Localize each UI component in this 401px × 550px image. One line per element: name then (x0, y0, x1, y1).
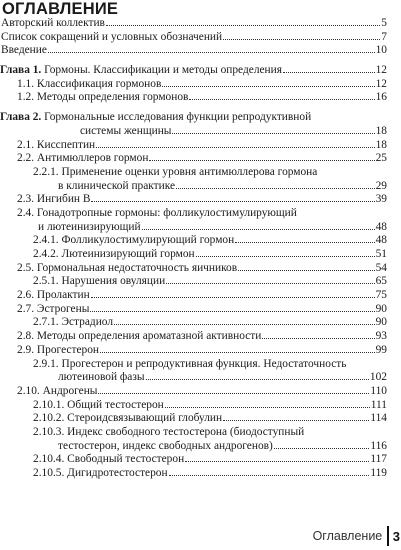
toc-page-number: 90 (375, 302, 387, 315)
toc-entry (0, 17, 387, 31)
toc-entry (0, 207, 387, 221)
toc-entry-title (58, 371, 145, 385)
toc-entry-text: и лютеинизирующий (38, 220, 141, 233)
toc-entry-text: 2.4.2. Лютеинизирующий гормон (33, 248, 195, 260)
toc-entry-text: 2.10.1. Общий тестостерон (33, 398, 164, 411)
toc-entry (0, 44, 387, 58)
dot-leader (283, 72, 375, 73)
dot-leader (172, 133, 374, 134)
toc-entry (0, 467, 387, 481)
toc-entry (0, 440, 387, 454)
toc-entry-title (17, 289, 90, 303)
dot-leader (176, 188, 375, 189)
toc-entry (0, 221, 387, 235)
toc-entry-title (33, 275, 165, 289)
table-of-contents (0, 17, 387, 481)
toc-entry (0, 412, 387, 426)
toc-entry (0, 344, 387, 358)
toc-entry-text: 2.7.1. Эстрадиол (33, 316, 114, 329)
toc-entry (0, 64, 387, 78)
toc-page-number: 29 (375, 179, 387, 192)
dot-leader (142, 229, 375, 230)
dot-leader (146, 379, 369, 380)
toc-page-number: 48 (375, 220, 387, 233)
dot-leader (91, 297, 375, 298)
toc-entry-text: 2.7. Эстрогены (17, 302, 90, 315)
dot-leader (223, 39, 380, 40)
dot-leader (196, 256, 375, 257)
toc-entry-title (17, 385, 97, 399)
toc-entry (0, 399, 387, 413)
toc-entry-title (17, 91, 188, 105)
toc-page-number: 16 (375, 91, 387, 104)
dot-leader (166, 283, 374, 284)
toc-entry (0, 358, 387, 372)
toc-entry-title (33, 467, 168, 481)
toc-entry (0, 330, 387, 344)
dot-leader (235, 242, 374, 243)
toc-entry-title (17, 152, 148, 166)
toc-entry-text: Список сокращений и условных обозначений (1, 30, 223, 43)
toc-page-number: 110 (370, 384, 387, 397)
toc-entry-title (1, 31, 222, 45)
chapter-label: Глава 1. (0, 64, 42, 77)
toc-entry-text: 2.4. Гонадотропные гормоны: фолликулостимулирующий (17, 206, 297, 219)
toc-entry (0, 248, 387, 262)
toc-entry-title (17, 139, 95, 153)
dot-leader (96, 147, 374, 148)
toc-page-number: 18 (375, 138, 387, 151)
toc-page-number: 111 (370, 398, 387, 411)
toc-entry-title (1, 44, 47, 58)
toc-entry (0, 385, 387, 399)
dot-leader (114, 324, 375, 325)
toc-entry-title (17, 193, 90, 207)
toc-entry-text: 1.2. Методы определения гормонов (17, 91, 189, 104)
toc-entry-text: 2.9.1. Прогестерон и репродуктивная функция. Недостаточность (33, 357, 347, 370)
dot-leader (106, 25, 380, 26)
toc-entry-title (80, 125, 171, 139)
toc-entry-text: 2.2. Антимюллеров гормон (17, 152, 149, 165)
toc-entry-title (33, 412, 222, 426)
toc-entry-text: 2.10.5. Дигидротестостерон (33, 467, 168, 479)
toc-entry-text: 2.4.1. Фолликулостимулирующий гормон (33, 234, 235, 247)
toc-entry-text: 2.3. Ингибин В (17, 193, 91, 206)
toc-page-number: 65 (375, 275, 387, 288)
toc-page-number: 25 (375, 152, 387, 165)
toc-entry-title (1, 17, 105, 31)
toc-entry-title (17, 330, 261, 344)
toc-page-number: 51 (375, 248, 387, 260)
toc-entry-title (17, 344, 99, 358)
toc-entry (0, 180, 387, 194)
toc-page-number: 90 (375, 316, 387, 329)
toc-entry-text: 2.2.1. Применение оценки уровня антимюллерова гормона (33, 165, 318, 178)
toc-entry-text: 2.5.1. Нарушения овуляции (33, 275, 166, 288)
toc-entry-title (33, 453, 184, 467)
toc-page-number: 39 (375, 193, 387, 206)
toc-page-number: 12 (375, 64, 387, 77)
toc-entry (0, 152, 387, 166)
toc-entry-text: в клинической практике (58, 179, 176, 192)
toc-entry-title (0, 64, 282, 78)
toc-page-number: 54 (375, 261, 387, 274)
toc-entry-title (17, 207, 297, 221)
dot-leader (169, 475, 370, 476)
toc-entry-text: системы женщины (80, 124, 172, 137)
toc-entry-text: 2.5. Гормональная недостаточность яичников (17, 261, 238, 274)
toc-page-number: 99 (375, 343, 387, 356)
toc-page-number: 12 (375, 77, 387, 90)
dot-leader (262, 338, 374, 339)
toc-entry (0, 262, 387, 276)
chapter-label: Глава 2. (0, 111, 42, 124)
toc-page-number: 102 (369, 371, 387, 384)
dot-leader (274, 448, 370, 449)
toc-entry (0, 166, 387, 180)
page-number: 3 (392, 528, 400, 544)
toc-entry (0, 78, 387, 92)
toc-entry-text: Авторский коллектив (1, 17, 105, 29)
dot-leader (185, 461, 369, 462)
toc-entry-title (33, 358, 346, 372)
toc-entry-text: 2.8. Методы определения ароматазной активности (17, 330, 262, 343)
toc-entry (0, 371, 387, 385)
page-title: ОГЛАВЛЕНИЕ (2, 0, 119, 18)
toc-page-number: 18 (375, 124, 387, 137)
dot-leader (223, 420, 369, 421)
toc-page-number: 75 (375, 289, 387, 302)
toc-page-number: 117 (370, 453, 387, 466)
toc-entry (0, 91, 387, 105)
toc-entry (0, 139, 387, 153)
toc-entry-title (33, 248, 195, 262)
toc-entry-title (38, 221, 141, 235)
running-footer-label: Оглавление (312, 529, 383, 543)
toc-entry-text: 2.10.2. Стероидсвязывающий глобулин (33, 412, 223, 425)
toc-entry-text: 2.10.3. Индекс свободного тестостерона (биодоступный (33, 425, 305, 438)
toc-page-number: 7 (381, 30, 387, 43)
toc-entry-title (33, 399, 164, 413)
toc-entry (0, 193, 387, 207)
toc-entry-text: тестостерон, индекс свободных андрогенов) (58, 439, 273, 452)
dot-leader (100, 352, 375, 353)
page-footer (313, 526, 401, 546)
toc-page-number: 114 (370, 412, 387, 425)
dot-leader (98, 393, 369, 394)
toc-entry (0, 275, 387, 289)
toc-entry (0, 111, 387, 125)
toc-entry (0, 289, 387, 303)
toc-entry (0, 453, 387, 467)
toc-entry-text: Введение (1, 44, 47, 57)
toc-entry-text: 2.10. Андрогены (17, 384, 98, 397)
dot-leader (48, 52, 375, 53)
toc-entry-text: 2.9. Прогестерон (17, 343, 99, 356)
toc-page-number: 93 (375, 330, 387, 343)
toc-entry (0, 234, 387, 248)
toc-page-number: 5 (381, 17, 387, 29)
toc-page-number: 48 (375, 234, 387, 247)
toc-entry-title (17, 303, 89, 317)
toc-page-number: 10 (375, 44, 387, 57)
dot-leader (90, 311, 374, 312)
toc-entry-text: 2.10.4. Свободный тестостерон (33, 453, 185, 466)
toc-entry-text: 2.6. Пролактин (17, 289, 90, 302)
toc-entry (0, 303, 387, 317)
toc-entry-text: Гормональные исследования функции репродуктивной (44, 111, 312, 124)
toc-entry (0, 426, 387, 440)
toc-entry-title (33, 316, 113, 330)
footer-divider (387, 526, 389, 546)
dot-leader (189, 99, 374, 100)
toc-page-number: 119 (370, 467, 387, 479)
toc-entry-text: лютеиновой фазы (58, 371, 145, 384)
toc-entry (0, 125, 387, 139)
dot-leader (149, 160, 374, 161)
toc-entry (0, 31, 387, 45)
toc-entry-text: 1.1. Классификация гормонов (17, 77, 162, 90)
toc-entry-title (33, 166, 317, 180)
toc-entry-title (17, 78, 161, 92)
dot-leader (165, 407, 370, 408)
toc-entry-title (33, 426, 304, 440)
toc-entry-title (58, 180, 175, 194)
toc-entry-title (58, 440, 273, 454)
dot-leader (91, 201, 374, 202)
toc-entry-title (33, 234, 234, 248)
toc-entry-text: 2.1. Кисспептин (17, 138, 96, 151)
dot-leader (162, 86, 374, 87)
toc-entry-text: Гормоны. Классификации и методы определения (44, 64, 282, 77)
dot-leader (238, 270, 375, 271)
toc-entry (0, 316, 387, 330)
toc-entry-title (0, 111, 311, 125)
toc-entry-title (17, 262, 237, 276)
toc-page-number: 116 (370, 439, 387, 452)
